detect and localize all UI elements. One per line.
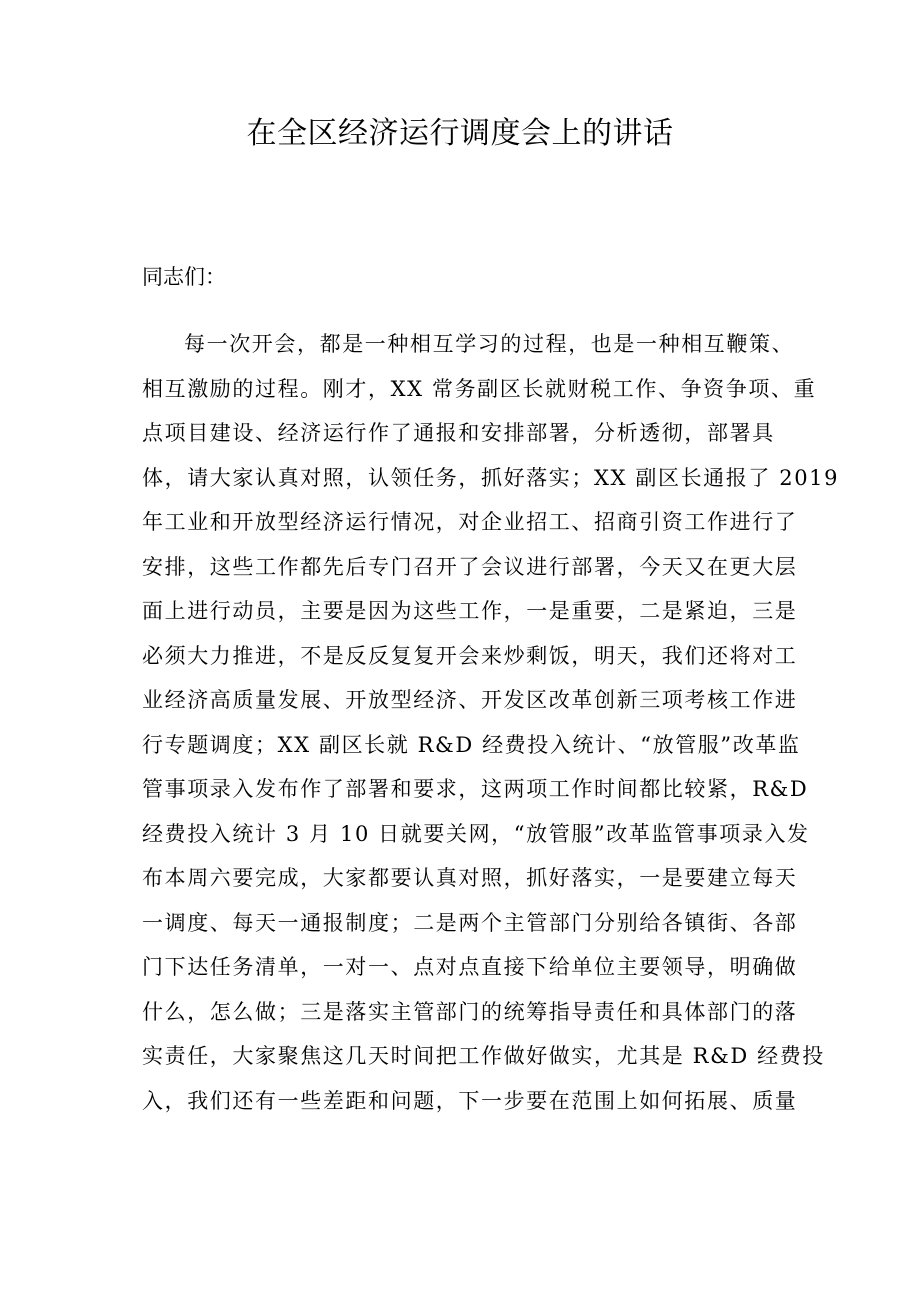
body-line: 相互激励的过程。刚才，XX 常务副区长就财税工作、争资争项、重 <box>142 376 817 401</box>
body-line: 体，请大家认真对照，认领任务，抓好落实；XX 副区长通报了 2019 <box>142 465 840 490</box>
body-line: 管事项录入发布作了部署和要求，这两项工作时间都比较紧，R&D <box>142 777 809 801</box>
body-line: 必须大力推进，不是反反复复开会来炒剩饭，明天，我们还将对工 <box>142 643 798 668</box>
body-line: 行专题调度；XX 副区长就 R&D 经费投入统计、“放管服”改革监 <box>142 732 801 757</box>
body-line: 业经济高质量发展、开放型经济、开发区改革创新三项考核工作进 <box>142 688 798 712</box>
document-title: 在全区经济运行调度会上的讲话 <box>246 116 674 151</box>
body-line: 布本周六要完成，大家都要认真对照，抓好落实，一是要建立每天 <box>142 866 798 890</box>
body-line: 面上进行动员，主要是因为这些工作，一是重要，二是紧迫，三是 <box>142 599 798 623</box>
body-paragraph <box>142 322 840 1123</box>
body-line: 入，我们还有一些差距和问题，下一步要在范围上如何拓展、质量 <box>142 1088 798 1113</box>
body-line: 一调度、每天一通报制度；二是两个主管部门分别给各镇街、各部 <box>142 910 798 935</box>
body-line: 每一次开会，都是一种相互学习的过程，也是一种相互鞭策、 <box>184 332 795 356</box>
body-line: 经费投入统计 3 月 10 日就要关网，“放管服”改革监管事项录入发 <box>142 821 810 846</box>
body-line: 年工业和开放型经济运行情况，对企业招工、招商引资工作进行了 <box>142 510 798 534</box>
body-line: 点项目建设、经济运行作了通报和安排部署，分析透彻，部署具 <box>142 421 775 445</box>
body-line: 什么，怎么做；三是落实主管部门的统筹指导责任和具体部门的落 <box>142 999 798 1024</box>
body-line: 安排，这些工作都先后专门召开了会议进行部署，今天又在更大层 <box>142 554 798 579</box>
body-line: 门下达任务清单，一对一、点对点直接下给单位主要领导，明确做 <box>142 955 798 979</box>
body-line: 实责任，大家聚焦这几天时间把工作做好做实，尤其是 R&D 经费投 <box>142 1044 825 1068</box>
salutation: 同志们： <box>142 265 226 289</box>
